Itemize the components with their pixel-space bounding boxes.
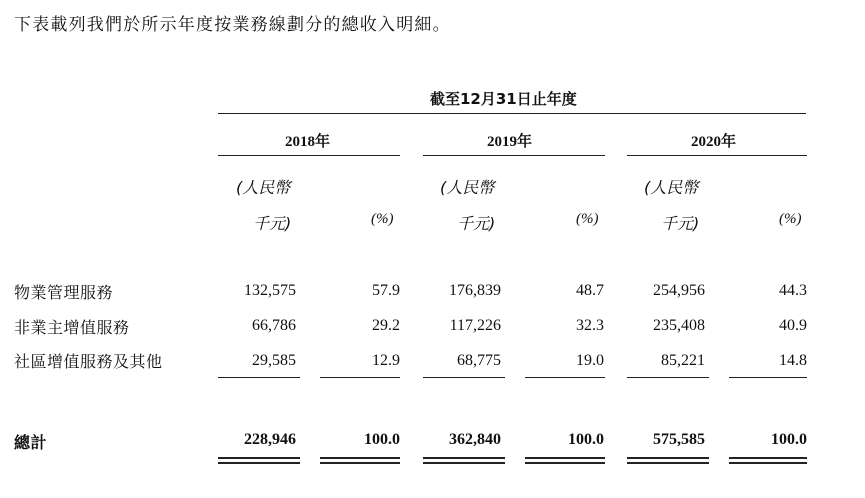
year-underline-2019 xyxy=(423,155,605,156)
period-header: 截至12月31日止年度 xyxy=(430,90,577,108)
total-double-rule xyxy=(423,457,505,459)
subtotal-rule xyxy=(218,377,300,378)
table-cell: 12.9 xyxy=(372,352,400,369)
total-cell: 362,840 xyxy=(449,431,501,448)
unit-line2-2019: 千元) xyxy=(457,214,496,233)
intro-text: 下表載列我們於所示年度按業務線劃分的總收入明細。 xyxy=(14,15,451,35)
pct-header-2018: (%) xyxy=(371,211,394,227)
total-double-rule xyxy=(423,462,505,464)
subtotal-rule xyxy=(525,377,605,378)
table-cell: 132,575 xyxy=(244,282,296,299)
row-label: 非業主增值服務 xyxy=(14,318,130,337)
total-double-rule xyxy=(729,462,807,464)
subtotal-rule xyxy=(320,377,400,378)
total-cell: 228,946 xyxy=(244,431,296,448)
total-double-rule xyxy=(525,462,605,464)
total-double-rule xyxy=(320,457,400,459)
table-cell: 117,226 xyxy=(449,317,501,334)
total-label: 總計 xyxy=(14,433,48,452)
table-cell: 44.3 xyxy=(779,282,807,299)
pct-header-2020: (%) xyxy=(779,211,802,227)
table-cell: 176,839 xyxy=(449,282,501,299)
row-label: 物業管理服務 xyxy=(14,283,114,302)
total-cell: 100.0 xyxy=(364,431,400,448)
total-cell: 100.0 xyxy=(771,431,807,448)
subtotal-rule xyxy=(423,377,505,378)
subtotal-rule xyxy=(729,377,807,378)
total-double-rule xyxy=(525,457,605,459)
table-cell: 85,221 xyxy=(661,352,705,369)
year-header-2019: 2019年 xyxy=(487,134,533,150)
unit-line2-2020: 千元) xyxy=(661,214,700,233)
table-cell: 19.0 xyxy=(576,352,604,369)
total-double-rule xyxy=(729,457,807,459)
table-cell: 254,956 xyxy=(653,282,705,299)
total-double-rule xyxy=(218,457,300,459)
table-cell: 57.9 xyxy=(372,282,400,299)
unit-line2-2018: 千元) xyxy=(253,214,292,233)
table-cell: 68,775 xyxy=(457,352,501,369)
year-underline-2018 xyxy=(218,155,400,156)
total-cell: 100.0 xyxy=(568,431,604,448)
table-cell: 66,786 xyxy=(252,317,296,334)
pct-header-2019: (%) xyxy=(576,211,599,227)
table-cell: 32.3 xyxy=(576,317,604,334)
table-cell: 235,408 xyxy=(653,317,705,334)
table-cell: 14.8 xyxy=(779,352,807,369)
period-underline xyxy=(218,113,806,114)
unit-line1-2019: (人民幣 xyxy=(440,178,495,197)
total-double-rule xyxy=(627,457,709,459)
unit-line1-2018: (人民幣 xyxy=(236,178,291,197)
total-double-rule xyxy=(320,462,400,464)
subtotal-rule xyxy=(627,377,709,378)
table-cell: 48.7 xyxy=(576,282,604,299)
table-cell: 29,585 xyxy=(252,352,296,369)
total-cell: 575,585 xyxy=(653,431,705,448)
table-cell: 29.2 xyxy=(372,317,400,334)
year-header-2018: 2018年 xyxy=(285,134,331,150)
year-underline-2020 xyxy=(627,155,807,156)
year-header-2020: 2020年 xyxy=(691,134,737,150)
row-label: 社區增值服務及其他 xyxy=(14,352,163,371)
total-double-rule xyxy=(218,462,300,464)
total-double-rule xyxy=(627,462,709,464)
table-cell: 40.9 xyxy=(779,317,807,334)
unit-line1-2020: (人民幣 xyxy=(644,178,699,197)
